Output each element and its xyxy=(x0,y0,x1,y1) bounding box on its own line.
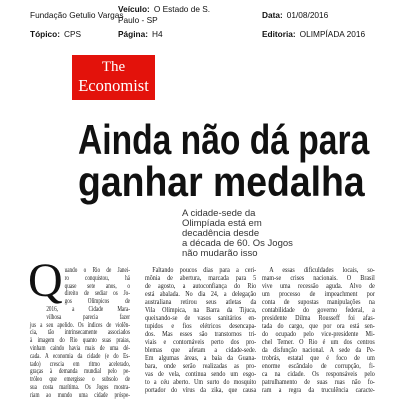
body-line: A essas dificuldades locais, so- xyxy=(269,265,375,274)
body-line: Em algumas áreas, a baía da Guana- xyxy=(145,353,257,362)
headline-line: Ainda não dá para xyxy=(78,116,370,163)
deck-line: Olimpíada está em xyxy=(182,218,262,229)
body-line: tado) crescia em ritmo acelerado, xyxy=(30,358,130,368)
body-line: sua costa marítima. Os Jogos mostra- xyxy=(30,381,130,391)
body-line: blemas que afetam a cidade-sede. xyxy=(145,345,257,354)
deck-line: a década de 60. Os Jogos xyxy=(182,238,293,249)
topic-value: CPS xyxy=(63,29,82,39)
body-line: tróleo que emergisse o subsolo de xyxy=(30,374,130,384)
body-line: Faltando poucos dias para a ceri- xyxy=(152,265,257,274)
body-line: vas de vela, continua sendo um esgo- xyxy=(145,369,257,378)
body-line: patrulhamento de suas ruas não fo- xyxy=(262,377,375,386)
date-field xyxy=(262,10,328,21)
body-column-1 xyxy=(30,266,130,399)
body-line: ro conquistou, há xyxy=(64,272,130,282)
body-line: está abalada. No dia 24, a delegação xyxy=(145,289,257,298)
economist-logo xyxy=(72,55,155,100)
body-line: graças à demanda mundial pelo pe- xyxy=(30,366,130,376)
vehicle-value: O Estado de S. Paulo - SP xyxy=(118,4,211,25)
body-line: cada. A economia da cidade (e do Es- xyxy=(30,350,130,360)
page-value: H4 xyxy=(151,29,163,39)
date-value: 01/08/2016 xyxy=(286,10,329,20)
body-line: tupidos e fios elétricos desencapa- xyxy=(145,321,257,330)
body-line: jus a seu apelido. Os índices de violên- xyxy=(30,319,130,329)
body-column-3 xyxy=(262,266,375,394)
source-organization: Fundação Getulio Vargas xyxy=(30,10,124,20)
vehicle-field xyxy=(118,4,222,26)
body-line: riam ao mundo uma cidade próspe- xyxy=(30,389,130,399)
topic-field xyxy=(30,29,81,40)
body-line: contabilidade do governo federal, a xyxy=(262,305,375,314)
body-line: um processo de impeachment por xyxy=(262,289,375,298)
headline-line: ganhar medalha xyxy=(78,158,365,205)
body-line: viais e contornáveis perto dos pro- xyxy=(145,337,257,346)
page-field xyxy=(118,29,163,40)
drop-cap: Q xyxy=(28,254,63,307)
body-line: do ocupado pelo vice-presidente Mi- xyxy=(262,329,375,338)
deck-line: não mudarão isso xyxy=(182,248,258,259)
body-line: presidente Dilma Rousseff foi afas- xyxy=(262,313,375,322)
body-line: 2016, a Cidade Mara- xyxy=(46,303,130,313)
body-line: da disfunção nacional. A sede da Pe- xyxy=(262,345,375,354)
body-line: queixando-se de vasos sanitários en- xyxy=(145,313,257,322)
vehicle-label: Veículo: xyxy=(118,4,150,14)
section-label: Editoria: xyxy=(262,29,296,39)
body-line: quase sete anos, o xyxy=(64,280,130,290)
logo-line-the: The xyxy=(101,59,126,75)
body-column-2 xyxy=(145,266,256,394)
body-line: mam-se crises nacionais. O Brasil xyxy=(262,273,375,282)
body-line: enorme escândalo de corrupção, fi- xyxy=(262,361,375,370)
body-line: portador do vírus da zika, que causa xyxy=(145,385,257,394)
body-line: to a céu aberto. Um surto do mosquito xyxy=(145,377,257,386)
section-field xyxy=(262,29,365,40)
deck xyxy=(182,209,293,259)
deck-line: decadência desde xyxy=(182,228,260,239)
body-line: vilhosa parecia fazer xyxy=(46,311,130,321)
deck-line: A cidade-sede da xyxy=(182,208,256,219)
body-line: trobrás, estatal que é foco de um xyxy=(262,353,375,362)
body-line: tada do cargo, que por ora está sen- xyxy=(262,321,375,330)
body-line: bara, onde serão realizadas as pro- xyxy=(145,361,257,370)
body-line: à imagem do Rio quanto suas praias, xyxy=(30,335,130,345)
section-value: OLIMPÍADA 2016 xyxy=(299,29,366,39)
body-line: direito de sediar os Jo- xyxy=(64,288,130,298)
date-label: Data: xyxy=(262,10,283,20)
body-line: Vila Olímpica, na Barra da Tijuca, xyxy=(145,305,257,314)
body-line: dos. Mas esses são transtornos tri- xyxy=(145,329,257,338)
page-label: Página: xyxy=(118,29,148,39)
topic-label: Tópico: xyxy=(30,29,60,39)
body-line: chel Temer. O Rio é um dos centros xyxy=(262,337,375,346)
body-line: ca na cidade. Os responsáveis pelo xyxy=(262,369,375,378)
body-line: de agosto, a autoconfiança do Rio xyxy=(145,281,257,290)
body-line: mônia de abertura, marcada para 5 xyxy=(145,273,257,282)
body-line: vive uma recessão aguda. Alvo de xyxy=(262,281,375,290)
body-line: ram a regra da truculência caracte- xyxy=(262,385,375,394)
logo-line-economist: Economist xyxy=(78,76,149,95)
body-line: uando o Rio de Janei- xyxy=(64,265,130,274)
body-line: vinham caindo havia mais de uma dé- xyxy=(30,342,130,352)
body-line: conta de supostas manipulações na xyxy=(262,297,375,306)
body-line: gos Olímpicos de xyxy=(64,296,130,306)
body-line: australiana retirou seus atletas da xyxy=(145,297,257,306)
body-line: cia, tão intrinsecamente associados xyxy=(30,327,130,337)
